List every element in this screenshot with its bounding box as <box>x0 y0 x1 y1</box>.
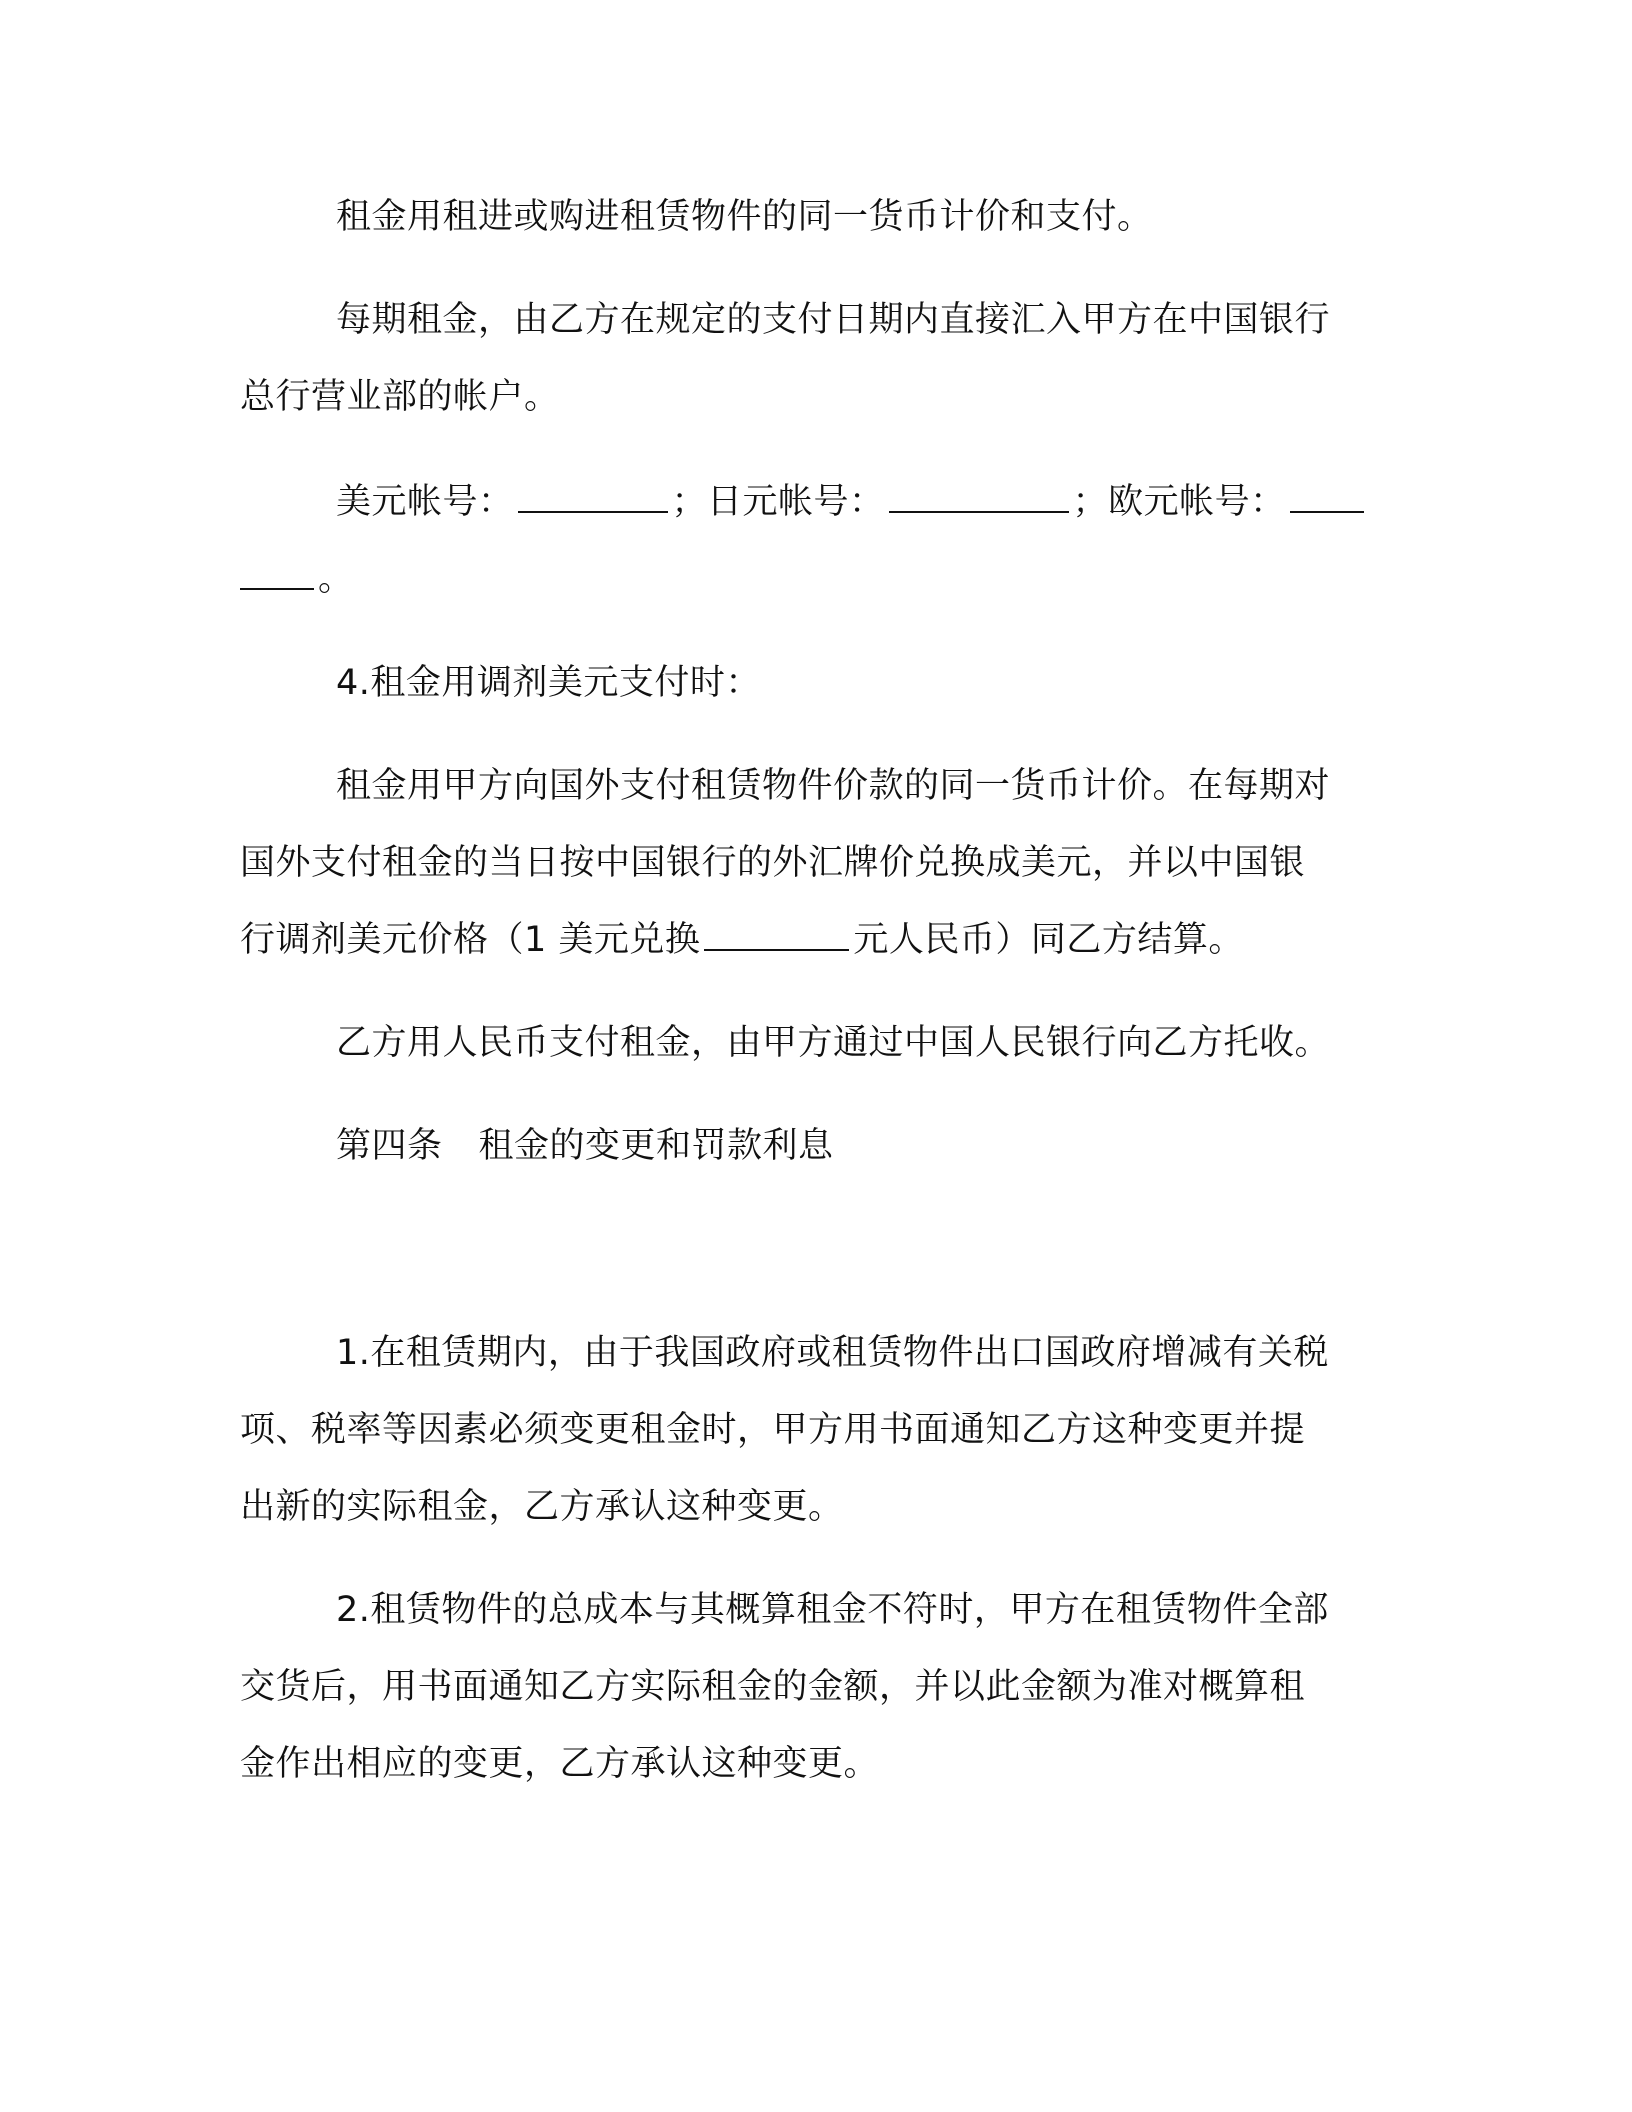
paragraph-line <box>240 902 1370 979</box>
paragraph-line: 2.租赁物件的总成本与其概算租金不符时，甲方在租赁物件全部 <box>336 1590 1329 1630</box>
paragraph-line: 每期租金，由乙方在规定的支付日期内直接汇入甲方在中国银行 <box>336 300 1331 340</box>
paragraph-line: 国外支付租金的当日按中国银行的外汇牌价兑换成美元，并以中国银 <box>240 843 1306 883</box>
paragraph-line: 金作出相应的变更，乙方承认这种变更。 <box>240 1744 880 1784</box>
separator: ； <box>1072 482 1109 522</box>
exchange-rate-blank <box>704 919 849 951</box>
paragraph-line: 租金用租进或购进租赁物件的同一货币计价和支付。 <box>336 197 1153 237</box>
paragraph-line: 租金用甲方向国外支付租赁物件价款的同一货币计价。在每期对 <box>336 766 1331 806</box>
eur-account-blank <box>1290 481 1364 513</box>
eur-account-label: 欧元帐号： <box>1108 482 1286 522</box>
paragraph-rmb-payment <box>240 1005 1370 1082</box>
paragraph-currency-pricing <box>240 179 1370 256</box>
paragraph-line <box>240 541 1370 618</box>
paragraph-line: 总行营业部的帐户。 <box>240 377 560 417</box>
paragraph-line: 交货后，用书面通知乙方实际租金的金额，并以此金额为准对概算租 <box>240 1667 1306 1707</box>
paragraph-exchange-settlement <box>240 748 1370 979</box>
paragraph-line: 出新的实际租金，乙方承认这种变更。 <box>240 1487 844 1527</box>
period: 。 <box>318 559 354 599</box>
usd-account-label: 美元帐号： <box>336 482 514 522</box>
paragraph-line: 1.在租赁期内，由于我国政府或租赁物件出口国政府增减有关税 <box>336 1333 1329 1373</box>
jpy-account-label: 日元帐号： <box>707 482 885 522</box>
exchange-rate-text: 行调剂美元价格（1 美元兑换 <box>240 920 701 960</box>
exchange-rate-text-end: 元人民币）同乙方结算。 <box>853 920 1244 960</box>
article-title: 租金的变更和罚款利息 <box>478 1126 834 1166</box>
paragraph-clause-4 <box>240 645 1370 722</box>
eur-account-blank-continued <box>240 558 314 590</box>
paragraph-payment-account <box>240 282 1370 436</box>
jpy-account-blank <box>889 481 1069 513</box>
paragraph-line: 乙方用人民币支付租金，由甲方通过中国人民银行向乙方托收。 <box>336 1023 1331 1063</box>
paragraph-line: 项、税率等因素必须变更租金时，甲方用书面通知乙方这种变更并提 <box>240 1410 1306 1450</box>
paragraph-clause-1 <box>240 1315 1370 1546</box>
article-number: 第四条 <box>336 1126 443 1166</box>
paragraph-line <box>240 1108 1370 1185</box>
paragraph-line <box>240 464 1370 541</box>
usd-account-blank <box>518 481 668 513</box>
article-heading <box>240 1108 1370 1185</box>
paragraph-clause-2 <box>240 1572 1370 1803</box>
paragraph-line: 4.租金用调剂美元支付时： <box>336 663 761 703</box>
separator: ； <box>671 482 708 522</box>
paragraph-account-numbers <box>240 464 1370 618</box>
